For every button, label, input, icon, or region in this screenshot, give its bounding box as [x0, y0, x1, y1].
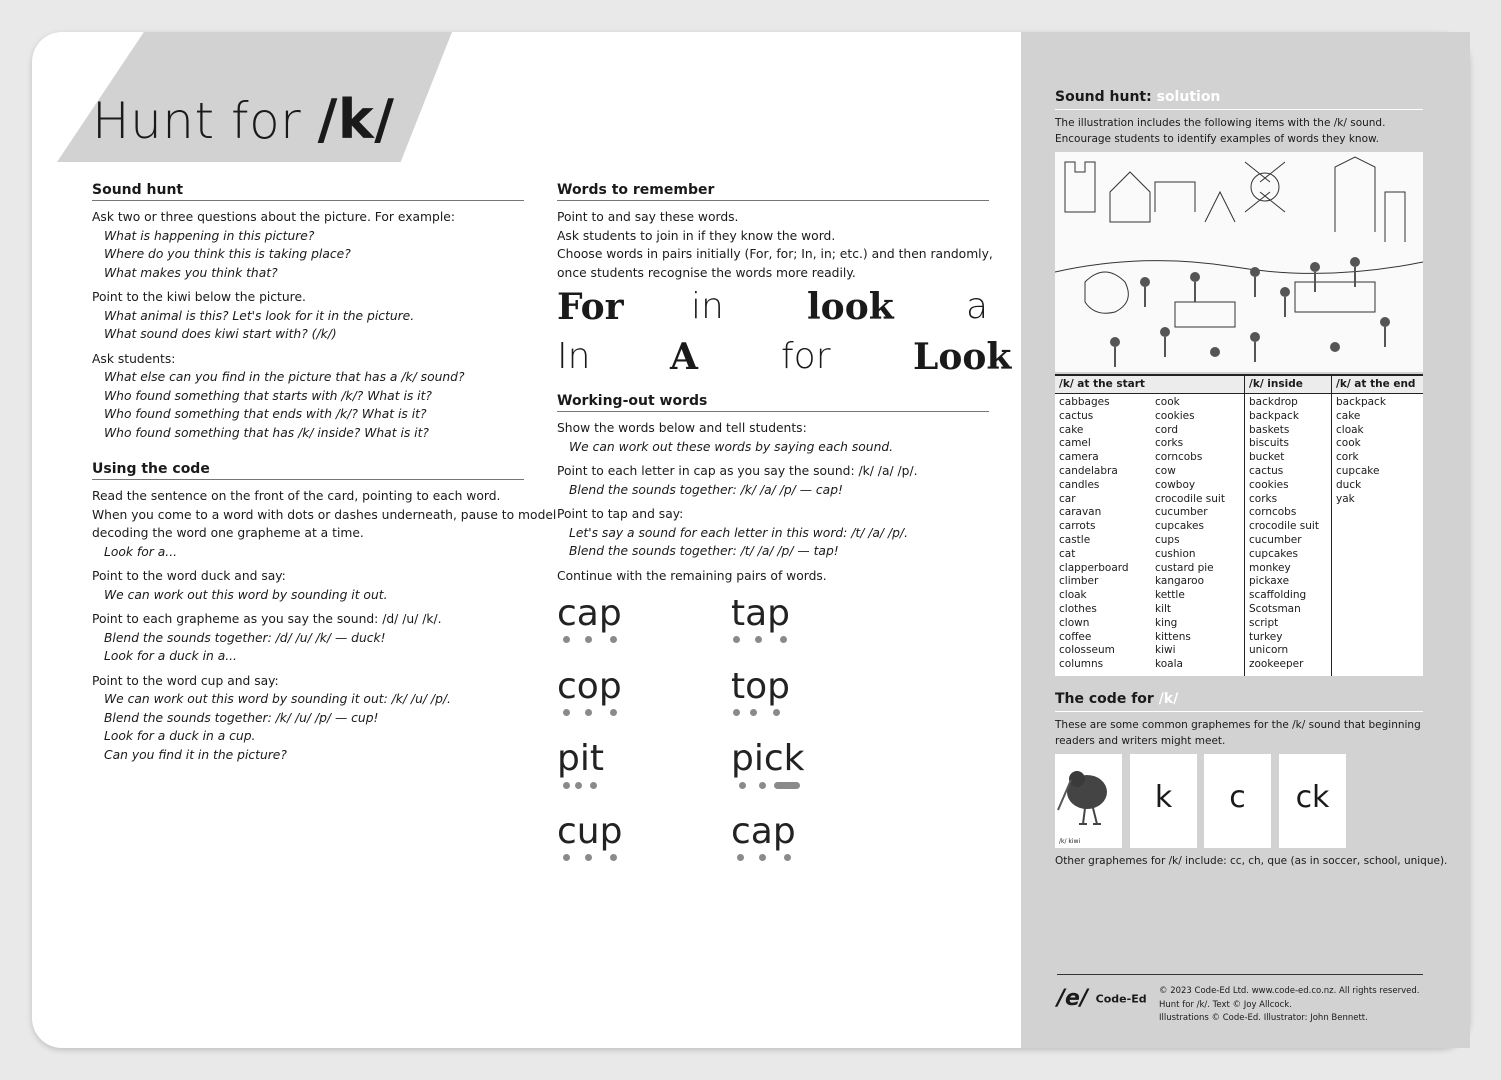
- word-list-inside: [1249, 396, 1319, 672]
- kiwi-caption: /k/ kiwi: [1059, 838, 1081, 845]
- word-item: crocodile suit: [1155, 492, 1225, 505]
- sound-dots: [739, 782, 809, 790]
- solution-heading: Sound hunt: solution: [1055, 89, 1221, 105]
- sight-word: look: [807, 286, 894, 328]
- word-item: cactus: [1059, 409, 1094, 422]
- word-item: pickaxe: [1249, 575, 1290, 588]
- word-item: cow: [1155, 464, 1176, 477]
- word-item: backpack: [1249, 409, 1299, 422]
- word-item: colosseum: [1059, 644, 1115, 657]
- divider: [1055, 711, 1423, 712]
- word-item: cucumber: [1155, 506, 1208, 519]
- word-item: koala: [1155, 658, 1183, 671]
- word-item: kangaroo: [1155, 575, 1205, 588]
- example-line: What sound does kiwi start with? (/k/): [104, 327, 337, 341]
- word-item: cookies: [1155, 409, 1195, 422]
- word-item: corks: [1155, 437, 1184, 450]
- word-item: candles: [1059, 478, 1100, 491]
- example-line: We can work out this word by sounding it out.: [104, 587, 388, 602]
- sight-word: for: [781, 336, 831, 377]
- word-item: baskets: [1249, 423, 1290, 436]
- word-item: cake: [1059, 423, 1084, 436]
- example-line: Who found something that ends with /k/? What is it?: [104, 407, 427, 421]
- working-out-heading: Working-out words: [557, 393, 989, 412]
- word-item: kittens: [1155, 630, 1191, 643]
- word-item: clown: [1059, 616, 1090, 629]
- example-line: What makes you think that?: [104, 265, 278, 280]
- word-item: camel: [1059, 437, 1091, 450]
- instruction-line: Point to the word duck and say:: [92, 569, 286, 583]
- sound-dots: [563, 636, 623, 644]
- word-item: yak: [1336, 492, 1355, 505]
- example-line: Who found something that has /k/ inside? What is it?: [104, 425, 429, 440]
- word-item: cook: [1336, 437, 1361, 450]
- sight-word: a: [966, 286, 989, 327]
- code-for-heading: The code for /k/: [1055, 691, 1179, 707]
- instruction-line: Continue with the remaining pairs of words.: [557, 568, 827, 583]
- example-line: What is happening in this picture?: [104, 228, 315, 243]
- decodable-word: pit: [557, 738, 604, 779]
- example-line: Who found something that starts with /k/? What is it?: [104, 388, 432, 403]
- word-list-start-b: [1155, 396, 1225, 672]
- word-item: duck: [1336, 478, 1362, 491]
- solution-table: [1055, 374, 1423, 676]
- word-item: kiwi: [1155, 644, 1176, 657]
- example-line: We can work out this word by sounding it out: /k/ /u/ /p/.: [104, 692, 451, 706]
- code-ed-logo: /e/ Code-Ed: [1057, 986, 1147, 1011]
- footer-divider: [1057, 974, 1423, 975]
- word-item: king: [1155, 616, 1178, 629]
- word-item: cloak: [1059, 589, 1087, 602]
- instruction-line: once students recognise the words more readily.: [557, 265, 856, 280]
- divider: [1244, 376, 1245, 676]
- word-item: turkey: [1249, 630, 1283, 643]
- word-item: candelabra: [1059, 464, 1118, 477]
- example-line: Look for a duck in a cup.: [104, 729, 256, 743]
- word-item: biscuits: [1249, 437, 1289, 450]
- sound-dots: [563, 782, 613, 790]
- instruction-line: Ask students:: [92, 351, 176, 366]
- instruction-line: Ask students to join in if they know the word.: [557, 228, 836, 243]
- example-line: Look for a...: [104, 544, 178, 559]
- word-item: cucumber: [1249, 533, 1302, 546]
- word-item: climber: [1059, 575, 1099, 588]
- instruction-line: Choose words in pairs initially (For, for; In, in; etc.) and then randomly,: [557, 247, 993, 261]
- word-item: carrots: [1059, 520, 1096, 533]
- word-item: cupcakes: [1155, 520, 1204, 533]
- word-list-end: [1336, 396, 1386, 506]
- sound-hunt-heading: Sound hunt: [92, 182, 524, 201]
- instruction-line: Point to the kiwi below the picture.: [92, 290, 306, 304]
- word-item: backdrop: [1249, 396, 1298, 408]
- sight-word: For: [557, 286, 624, 328]
- word-item: cook: [1155, 396, 1180, 408]
- sound-dots: [563, 709, 623, 717]
- word-item: custard pie: [1155, 561, 1214, 574]
- instruction-line: Point to the word cup and say:: [92, 673, 279, 688]
- word-item: cat: [1059, 547, 1076, 560]
- word-item: cloak: [1336, 423, 1364, 436]
- sight-word: In: [557, 336, 591, 377]
- sight-word: in: [691, 286, 724, 327]
- decodable-word: cup: [557, 811, 623, 852]
- instruction-line: Show the words below and tell students:: [557, 421, 807, 435]
- example-line: Can you find it in the picture?: [104, 747, 287, 762]
- sound-dots: [733, 636, 793, 644]
- decodable-word: pick: [731, 738, 805, 779]
- grapheme-tile: k: [1130, 754, 1197, 848]
- example-line: What animal is this? Let's look for it in the picture.: [104, 308, 415, 323]
- word-item: car: [1059, 492, 1076, 505]
- col-head-start: /k/ at the start: [1055, 376, 1245, 394]
- other-graphemes: Other graphemes for /k/ include: cc, ch, que (as in soccer, school, unique).: [1055, 855, 1448, 867]
- col-head-end: /k/ at the end: [1332, 376, 1423, 394]
- example-line: We can work out these words by saying each sound.: [569, 439, 894, 454]
- word-item: corncobs: [1155, 451, 1203, 464]
- word-item: backpack: [1336, 396, 1386, 408]
- word-item: cactus: [1249, 464, 1284, 477]
- word-item: cupcake: [1336, 464, 1380, 477]
- example-line: Look for a duck in a...: [104, 649, 237, 663]
- word-item: kilt: [1155, 602, 1172, 615]
- sound-dots: [733, 709, 793, 717]
- word-list-start-a: [1059, 396, 1129, 672]
- divider: [1055, 109, 1423, 110]
- instruction-line: Point to and say these words.: [557, 210, 739, 224]
- word-item: unicorn: [1249, 644, 1289, 657]
- word-item: cupcakes: [1249, 547, 1298, 560]
- word-item: camera: [1059, 451, 1099, 464]
- instruction-line: Point to each grapheme as you say the sound: /d/ /u/ /k/.: [92, 612, 442, 626]
- code-for-intro: These are some common graphemes for the /k/ sound that beginning readers and writers might meet.: [1055, 719, 1421, 747]
- example-line: What else can you find in the picture that has a /k/ sound?: [104, 370, 465, 384]
- example-line: Blend the sounds together: /t/ /a/ /p/ — tap!: [569, 544, 839, 558]
- instruction-line: Read the sentence on the front of the card, pointing to each word.: [92, 489, 501, 503]
- word-item: cabbages: [1059, 396, 1110, 408]
- word-item: cushion: [1155, 547, 1196, 560]
- word-item: clothes: [1059, 602, 1097, 615]
- word-item: columns: [1059, 658, 1104, 671]
- using-code-text: [92, 487, 556, 764]
- page-title: Hunt for /k/: [92, 88, 395, 151]
- sight-word: Look: [913, 336, 1012, 378]
- instruction-line: Point to tap and say:: [557, 507, 684, 521]
- decodable-word: cap: [557, 593, 622, 634]
- instruction-line: When you come to a word with dots or dashes underneath, pause to model: [92, 507, 557, 522]
- sound-dots: [563, 854, 623, 862]
- word-item: cookies: [1249, 478, 1289, 491]
- example-line: Blend the sounds together: /k/ /u/ /p/ — cup!: [104, 710, 379, 725]
- instruction-line: decoding the word one grapheme at a time.: [92, 526, 364, 540]
- using-code-heading: Using the code: [92, 461, 524, 480]
- solution-intro: The illustration includes the following items with the /k/ sound. Encourage students to identify examples of words they know.: [1055, 117, 1386, 145]
- sound-dots: [737, 854, 797, 862]
- example-line: Blend the sounds together: /d/ /u/ /k/ — duck!: [104, 630, 386, 645]
- word-item: corks: [1249, 492, 1278, 505]
- col-head-inside: /k/ inside: [1245, 376, 1332, 394]
- word-item: coffee: [1059, 630, 1092, 643]
- example-line: Where do you think this is taking place?: [104, 247, 351, 261]
- decodable-word: cap: [731, 811, 796, 852]
- word-item: cord: [1155, 423, 1178, 436]
- word-item: caravan: [1059, 506, 1102, 519]
- divider: [1331, 376, 1332, 676]
- word-item: cowboy: [1155, 478, 1196, 491]
- example-line: Let's say a sound for each letter in this word: /t/ /a/ /p/.: [569, 525, 908, 540]
- sight-word: A: [670, 336, 698, 378]
- word-item: cups: [1155, 533, 1180, 546]
- word-item: Scotsman: [1249, 602, 1301, 615]
- example-line: Blend the sounds together: /k/ /a/ /p/ — cap!: [569, 482, 843, 497]
- word-item: kettle: [1155, 589, 1185, 602]
- grapheme-tile: c: [1204, 754, 1271, 848]
- decodable-word: cop: [557, 666, 622, 707]
- decodable-word: top: [731, 666, 790, 707]
- kiwi-picture-tile: [1055, 754, 1122, 848]
- word-item: clapperboard: [1059, 561, 1129, 574]
- words-remember-text: [557, 208, 993, 282]
- word-item: scaffolding: [1249, 589, 1307, 602]
- words-remember-heading: Words to remember: [557, 182, 989, 201]
- instruction-line: Ask two or three questions about the picture. For example:: [92, 210, 455, 224]
- word-item: zookeeper: [1249, 658, 1304, 671]
- instruction-line: Point to each letter in cap as you say the sound: /k/ /a/ /p/.: [557, 464, 918, 478]
- sound-hunt-illustration: [1055, 152, 1423, 372]
- grapheme-tile: ck: [1279, 754, 1346, 848]
- word-item: monkey: [1249, 561, 1291, 574]
- decodable-word: tap: [731, 593, 791, 634]
- footer-text: © 2023 Code-Ed Ltd. www.code-ed.co.nz. All rights reserved. Hunt for /k/. Text © Joy Allcock. Illustrations © Code-Ed. Illustrator: John Bennett.: [1159, 986, 1420, 1023]
- word-item: bucket: [1249, 451, 1285, 464]
- word-item: castle: [1059, 533, 1091, 546]
- working-out-text: [557, 419, 918, 585]
- word-item: corncobs: [1249, 506, 1297, 519]
- word-item: cake: [1336, 409, 1361, 422]
- word-item: crocodile suit: [1249, 520, 1319, 533]
- sound-hunt-text: [92, 208, 465, 442]
- word-item: script: [1249, 616, 1279, 629]
- word-item: cork: [1336, 451, 1359, 464]
